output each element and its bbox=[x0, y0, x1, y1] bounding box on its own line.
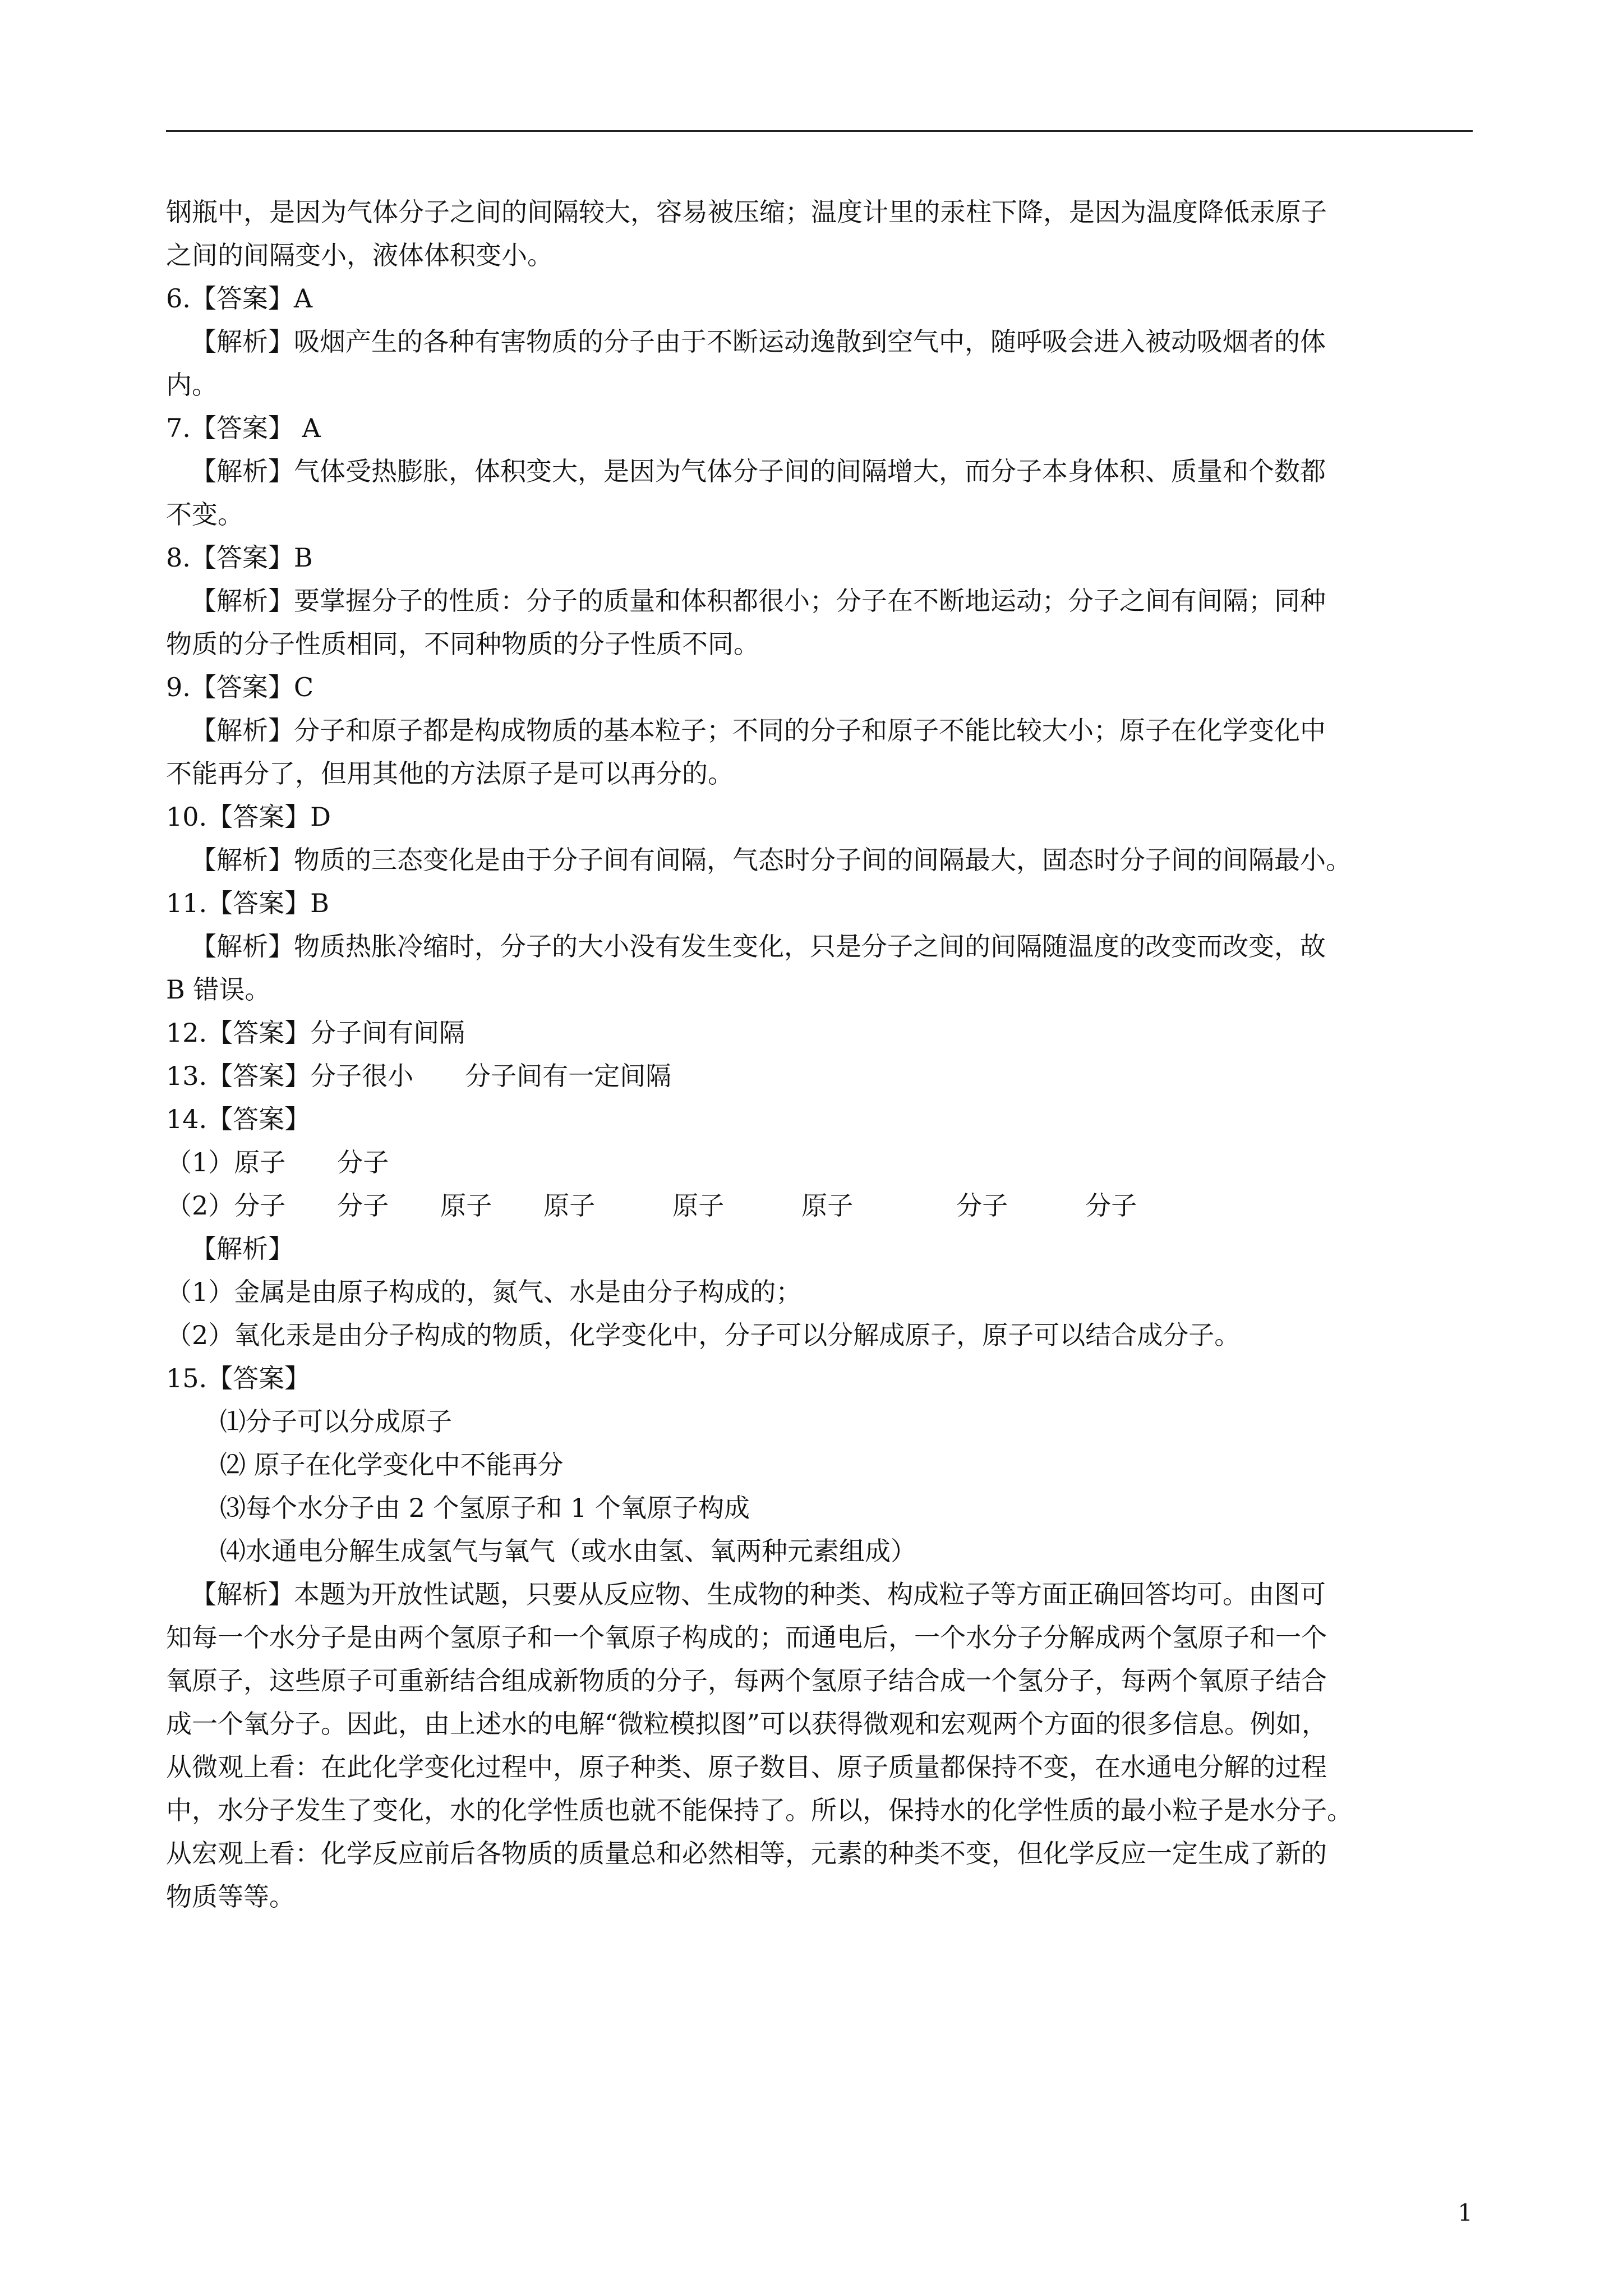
text-line: 从宏观上看：化学反应前后各物质的质量总和必然相等，元素的种类不变，但化学反应一定生成了新的 bbox=[166, 1838, 1327, 1869]
answer-line: 10.【答案】D bbox=[166, 802, 331, 832]
answer-item: ⑴分子可以分成原子 bbox=[220, 1406, 452, 1437]
text-line: 知每一个水分子是由两个氢原子和一个氧原子构成的；而通电后，一个水分子分解成两个氢原子和一个 bbox=[166, 1622, 1327, 1653]
analysis-line: （2）氧化汞是由分子构成的物质，化学变化中，分子可以分解成原子，原子可以结合成分子。 bbox=[166, 1320, 1241, 1350]
answer-line: 6.【答案】A bbox=[166, 283, 313, 314]
text-line: 之间的间隔变小，液体体积变小。 bbox=[166, 240, 553, 270]
analysis-heading: 【解析】 bbox=[191, 1234, 294, 1264]
header-rule bbox=[166, 130, 1473, 132]
analysis-line: 【解析】吸烟产生的各种有害物质的分子由于不断运动逸散到空气中，随呼吸会进入被动吸烟者的体 bbox=[191, 326, 1326, 357]
answer-line: 7.【答案】 A bbox=[166, 413, 321, 443]
analysis-line: 【解析】本题为开放性试题，只要从反应物、生成物的种类、构成粒子等方面正确回答均可。由图可 bbox=[191, 1579, 1326, 1609]
document-body bbox=[166, 191, 1473, 1918]
answer-item: ⑶每个水分子由 2 个氢原子和 1 个氧原子构成 bbox=[220, 1493, 750, 1523]
text-line: B 错误。 bbox=[166, 974, 271, 1005]
answer-line: 11.【答案】B bbox=[166, 888, 329, 918]
answer-line: 12.【答案】分子间有间隔 bbox=[166, 1018, 465, 1048]
text-line: 氧原子，这些原子可重新结合组成新物质的分子，每两个氢原子结合成一个氢分子，每两个氧原子结合 bbox=[166, 1665, 1327, 1696]
answer-line: 14.【答案】 bbox=[166, 1104, 311, 1134]
text-line: 物质等等。 bbox=[166, 1881, 295, 1912]
text-line: 中，水分子发生了变化，水的化学性质也就不能保持了。所以，保持水的化学性质的最小粒子是水分子。 bbox=[166, 1795, 1353, 1825]
text-line: 不变。 bbox=[166, 499, 243, 530]
analysis-line: （1）金属是由原子构成的，氮气、水是由分子构成的； bbox=[166, 1277, 802, 1307]
text-line: 不能再分了，但用其他的方法原子是可以再分的。 bbox=[166, 758, 734, 789]
answer-item: ⑵ 原子在化学变化中不能再分 bbox=[220, 1450, 564, 1480]
text-line: 钢瓶中，是因为气体分子之间的间隔较大，容易被压缩；温度计里的汞柱下降，是因为温度降低汞原子 bbox=[166, 197, 1327, 227]
sub-answer-line: （2）分子 分子 原子 原子 原子 原子 分子 分子 bbox=[166, 1190, 1137, 1221]
page-number: 1 bbox=[1458, 2199, 1473, 2226]
answer-item: ⑷水通电分解生成氢气与氧气（或水由氢、氧两种元素组成） bbox=[220, 1536, 916, 1566]
analysis-line: 【解析】分子和原子都是构成物质的基本粒子；不同的分子和原子不能比较大小；原子在化学变化中 bbox=[191, 715, 1326, 746]
text-line: 内。 bbox=[166, 370, 218, 400]
answer-line: 13.【答案】分子很小 分子间有一定间隔 bbox=[166, 1061, 672, 1091]
text-line: 成一个氧分子。因此，由上述水的电解“微粒模拟图”可以获得微观和宏观两个方面的很多信息。例如， bbox=[166, 1709, 1328, 1739]
text-line: 从微观上看：在此化学变化过程中，原子种类、原子数目、原子质量都保持不变，在水通电分解的过程 bbox=[166, 1752, 1327, 1782]
analysis-line: 【解析】物质的三态变化是由于分子间有间隔，气态时分子间的间隔最大，固态时分子间的间隔最小。 bbox=[191, 845, 1352, 875]
text-line: 物质的分子性质相同，不同种物质的分子性质不同。 bbox=[166, 629, 759, 659]
sub-answer-line: （1）原子 分子 bbox=[166, 1147, 389, 1177]
answer-line: 9.【答案】C bbox=[166, 672, 314, 702]
analysis-line: 【解析】物质热胀冷缩时，分子的大小没有发生变化，只是分子之间的间隔随温度的改变而改变，故 bbox=[191, 931, 1326, 961]
analysis-line: 【解析】要掌握分子的性质：分子的质量和体积都很小；分子在不断地运动；分子之间有间隔；同种 bbox=[191, 586, 1326, 616]
answer-line: 8.【答案】B bbox=[166, 542, 313, 573]
analysis-line: 【解析】气体受热膨胀，体积变大，是因为气体分子间的间隔增大，而分子本身体积、质量和个数都 bbox=[191, 456, 1326, 486]
answer-line: 15.【答案】 bbox=[166, 1363, 311, 1393]
